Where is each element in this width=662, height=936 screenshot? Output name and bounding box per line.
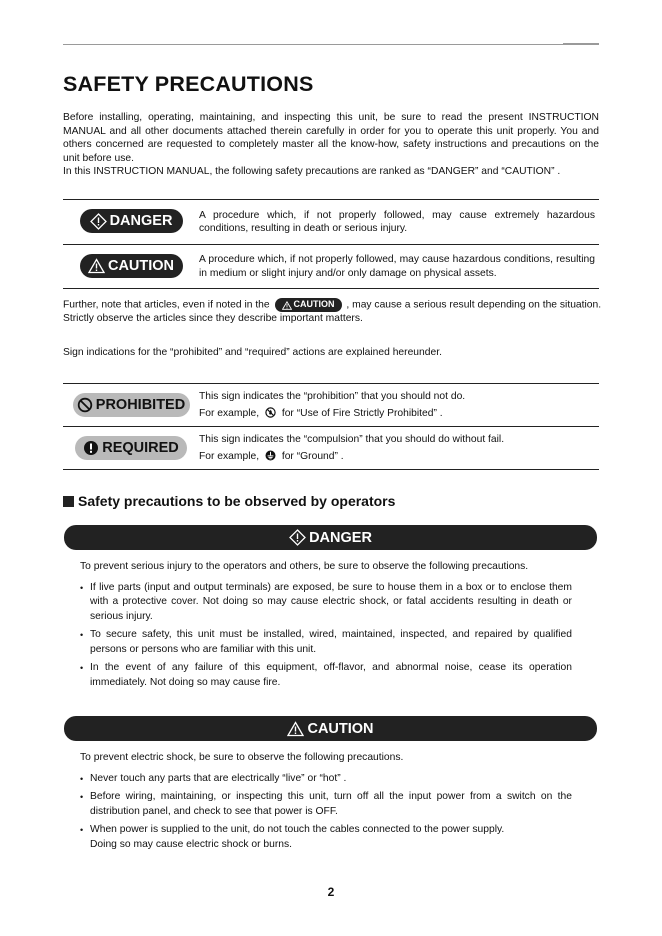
signs-table [63, 383, 599, 470]
required-example: For example, for “Ground” . [199, 450, 344, 462]
danger-list [80, 581, 572, 691]
danger-section-bar [64, 525, 597, 550]
prohibited-line-1: This sign indicates the “prohibition” that you should not do. [199, 391, 466, 402]
section-square-icon [63, 496, 74, 507]
page-title: SAFETY PRECAUTIONS [63, 72, 314, 96]
list-item: • In the event of any failure of this equipment, off-flavor, and abnormal noise, cease its operation immediately. Not doing so may cause fire. [80, 661, 572, 690]
danger-description: A procedure which, if not properly followed, may cause extremely hazardous conditions, resulting in death or serious injury. [199, 200, 599, 245]
note-line-2: Strictly observe the articles since they describe important matters. [63, 313, 363, 324]
danger-diamond-icon [90, 213, 107, 230]
ranking-table [63, 199, 599, 289]
danger-badge-label: DANGER [109, 213, 173, 230]
list-item: • To secure safety, this unit must be installed, wired, maintained, inspected, and repaired by qualified persons or persons who are familiar with this unit. [80, 628, 572, 657]
list-item: • Never touch any parts that are electrically “live” or “hot” . [80, 772, 572, 787]
section-heading-text: Safety precautions to be observed by operators [78, 493, 396, 509]
ranking-row-caution [63, 245, 599, 289]
operators-section-heading [63, 493, 395, 509]
header-rule [63, 44, 599, 45]
danger-diamond-icon [289, 529, 306, 546]
caution-section-bar [64, 716, 597, 741]
inline-caution-badge [275, 298, 342, 312]
prohibited-badge [73, 393, 190, 417]
caution-triangle-icon [282, 301, 292, 310]
intro-text [63, 111, 599, 179]
intro-paragraph-1: Before installing, operating, maintaining, and inspecting this unit, be sure to read the present INSTRUCTION MANUAL and all other documents attached therein carefully in order for you to operate this unit properly. You and others concerned are requested to completely master all the know-how, safety instructions and precautions on the unit before use. [63, 112, 599, 164]
prohibited-icon [77, 397, 93, 413]
caution-badge [80, 254, 183, 278]
no-fire-icon [265, 407, 276, 418]
caution-description: A procedure which, if not properly followed, may cause hazardous conditions, resulting in medium or slight injury and/or only damage on physical assets. [199, 245, 599, 289]
signs-intro: Sign indications for the “prohibited” and “required” actions are explained hereunder. [63, 347, 442, 358]
list-item: • Before wiring, maintaining, or inspecting this unit, turn off all the input power from a switch on the distribution panel, and check to see that power is OFF. [80, 790, 572, 819]
caution-item-line-2: Doing so may cause electric shock or burns. [90, 838, 293, 850]
required-icon [83, 440, 99, 456]
danger-section-intro: To prevent serious injury to the operators and others, be sure to observe the following precautions. [80, 561, 529, 572]
sign-row-prohibited [63, 384, 599, 427]
required-description [199, 427, 599, 470]
ground-icon [265, 450, 276, 461]
caution-note [63, 298, 603, 326]
ranking-row-danger [63, 200, 599, 245]
danger-section-body [80, 560, 572, 694]
caution-section-label: CAUTION [307, 720, 374, 737]
page-number: 2 [327, 885, 335, 899]
prohibited-badge-label: PROHIBITED [95, 396, 186, 413]
intro-paragraph-2: In this INSTRUCTION MANUAL, the following safety precautions are ranked as “DANGER” and “CAUTION” . [63, 166, 561, 177]
caution-section-intro: To prevent electric shock, be sure to observe the following precautions. [80, 752, 404, 763]
caution-section-body [80, 751, 572, 856]
inline-caution-label: CAUTION [293, 299, 335, 310]
header-rule-accent [563, 43, 599, 45]
required-badge [75, 436, 187, 460]
required-line-1: This sign indicates the “compulsion” that you should do without fail. [199, 434, 505, 445]
note-text-after: , may cause a serious result depending on the situation. [346, 299, 602, 311]
list-item: • If live parts (input and output terminals) are exposed, be sure to house them in a box or to enclose them with a protective cover. Not doing so may cause electric shock, or fatal accidents resulting in death or serious injury. [80, 581, 572, 625]
list-item: • When power is supplied to the unit, do not touch the cables connected to the power supply. Doing so may cause electric shock or burns. [80, 823, 572, 852]
prohibited-example: For example, for “Use of Fire Strictly Prohibited” . [199, 407, 443, 419]
caution-triangle-icon [88, 258, 105, 274]
caution-list [80, 772, 572, 853]
caution-triangle-icon [287, 721, 304, 737]
danger-section-label: DANGER [309, 529, 372, 546]
danger-badge [80, 209, 183, 233]
required-badge-label: REQUIRED [102, 439, 179, 456]
prohibited-description [199, 384, 599, 427]
caution-badge-label: CAUTION [107, 258, 175, 274]
sign-row-required [63, 427, 599, 470]
note-text-before: Further, note that articles, even if noted in the [63, 299, 270, 311]
